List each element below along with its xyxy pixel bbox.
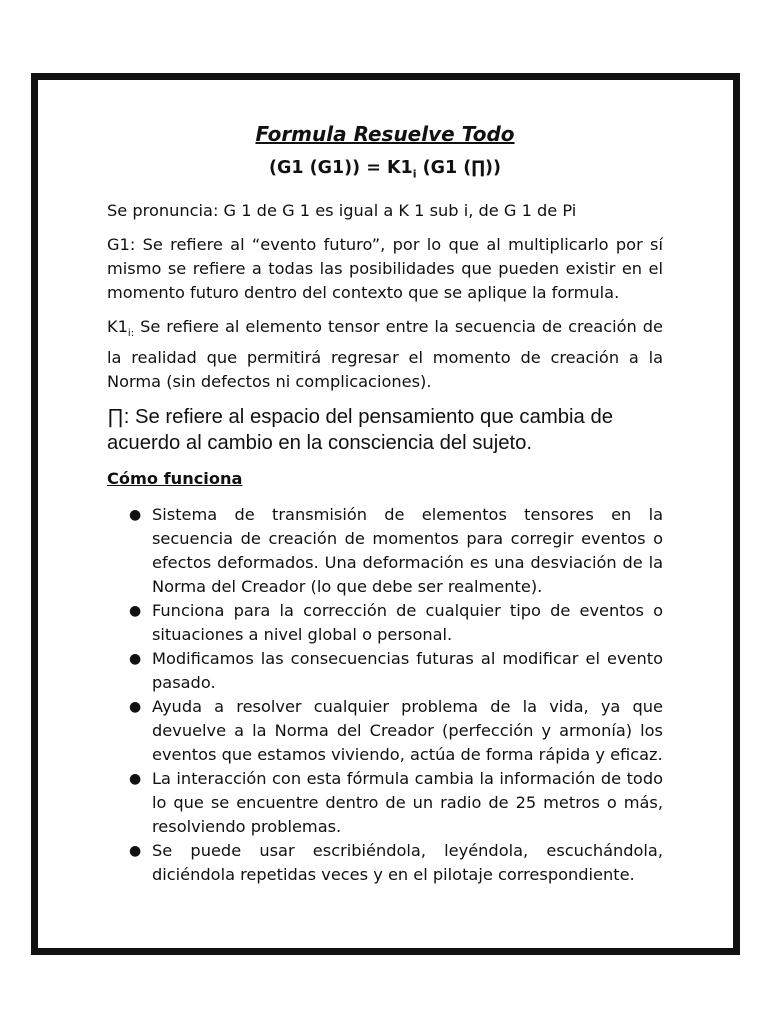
bullet-icon: ●: [129, 506, 142, 523]
k1-term: K1: [107, 316, 128, 336]
list-item: [107, 839, 663, 887]
list-item-text: Funciona para la corrección de cualquier tipo de eventos o situaciones a nivel global o personal.: [152, 600, 663, 644]
bullet-icon: ●: [129, 650, 142, 667]
formula-lhs: (G1 (G1)) = K1: [268, 158, 413, 178]
bullet-icon: ●: [129, 602, 142, 619]
pronunciation-text: Se pronuncia: G 1 de G 1 es igual a K 1 sub i, de G 1 de Pi: [107, 200, 577, 220]
k1-text: Se refiere al elemento tensor entre la secuencia de creación de la realidad que permitirá regresar el momento de creación a la Norma (sin defectos ni complicaciones).: [107, 316, 663, 391]
pi-definition: ∏: Se refiere al espacio del pensamiento que cambia de acuerdo al cambio en la consciencia del sujeto.: [107, 405, 614, 454]
list-item: [107, 599, 663, 647]
document-body: [107, 120, 663, 887]
k1-subscript: i:: [127, 327, 135, 339]
formula: [107, 156, 663, 187]
bullet-icon: ●: [129, 842, 142, 859]
list-item-text: Se puede usar escribiéndola, leyéndola, escuchándola, diciéndola repetidas veces y en el pilotaje correspondiente.: [152, 840, 663, 884]
formula-subscript: i: [412, 167, 417, 181]
list-item: [107, 647, 663, 695]
list-item: [107, 695, 663, 767]
document-title: Formula Resuelve Todo: [255, 122, 515, 146]
bullet-icon: ●: [129, 698, 142, 715]
k1-definition: [107, 315, 663, 394]
list-item-text: Sistema de transmisión de elementos tensores en la secuencia de creación de momentos para corregir eventos o efectos deformados. Una deformación es una desviación de la Norma del Creador (lo que debe ser realmente).: [152, 504, 663, 596]
list-item: [107, 503, 663, 599]
list-item: [107, 767, 663, 839]
section-heading: Cómo funciona: [107, 468, 243, 488]
bullet-list: [107, 503, 663, 887]
list-item-text: Ayuda a resolver cualquier problema de la vida, ya que devuelve a la Norma del Creador (perfección y armonía) los eventos que estamos viviendo, actúa de forma rápida y eficaz.: [152, 696, 663, 764]
list-item-text: La interacción con esta fórmula cambia la información de todo lo que se encuentre dentro de un radio de 25 metros o más, resolviendo problemas.: [152, 768, 663, 836]
formula-rhs: (G1 (∏)): [416, 158, 502, 178]
bullet-icon: ●: [129, 770, 142, 787]
list-item-text: Modificamos las consecuencias futuras al modificar el evento pasado.: [152, 648, 663, 692]
g1-definition: G1: Se refiere al “evento futuro”, por lo que al multiplicarlo por sí mismo se refiere a todas las posibilidades que pueden existir en el momento futuro dentro del contexto que se aplique la formula.: [107, 234, 663, 302]
